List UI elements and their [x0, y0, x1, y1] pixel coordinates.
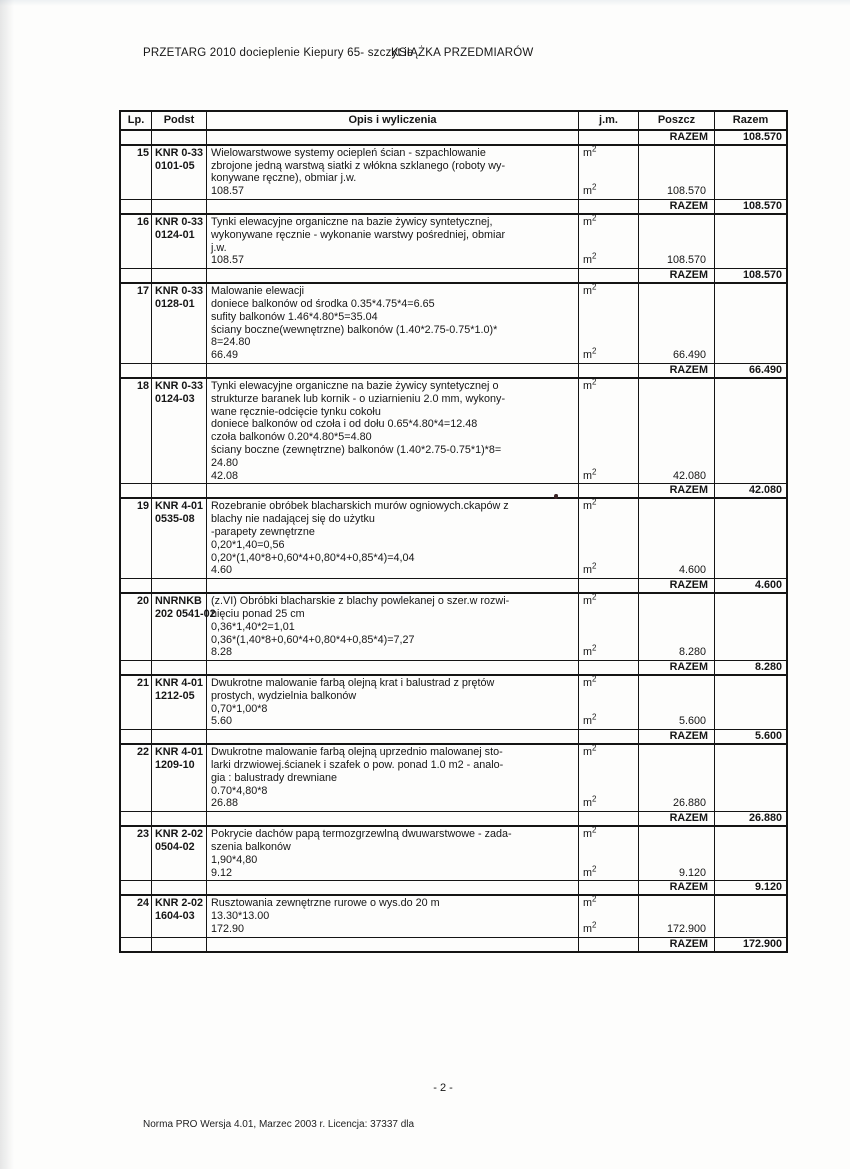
razem-value: 42.080: [714, 484, 786, 497]
cell-opis: [206, 812, 578, 825]
description-line: strukturze baranek lub kornik - o uziarnieniu 2.0 mm, wykony-: [211, 392, 506, 405]
unit-m2: $m^2$: [583, 794, 597, 810]
podst-line: 1212-05: [155, 689, 195, 702]
page-number: - 2 -: [433, 1082, 453, 1094]
item-razem-cell: [714, 827, 786, 880]
description-line: zbrojone jedną warstwą siatki z włókna szklanego (roboty wy-: [211, 159, 506, 172]
description-line: 0,70*1,00*8: [211, 702, 268, 715]
description-line: -parapety zewnętrzne: [211, 525, 315, 538]
cell-podst: [151, 938, 206, 951]
description-line: Pokrycie dachów papą termozgrzewlną dwuwarstwowe - zada-: [211, 828, 512, 841]
column-header-poszcz: Poszcz: [638, 112, 714, 129]
cell-podst: [151, 364, 206, 377]
calc-total-line: 8.28: [211, 646, 233, 659]
item-unit-cell: [578, 215, 638, 268]
razem-row: [121, 660, 786, 676]
cell-lp: [121, 812, 151, 825]
calc-total-line: 108.57: [211, 185, 245, 198]
podst-line: KNR 4-01: [155, 500, 204, 513]
podst-line: KNR 4-01: [155, 746, 204, 759]
item-lp: 21: [136, 677, 149, 690]
cell-opis: [206, 881, 578, 894]
cell-lp: [121, 131, 151, 144]
item-unit-cell: [578, 146, 638, 199]
unit-m2: $m^2$: [583, 466, 597, 482]
razem-label: RAZEM: [638, 730, 714, 743]
description-line: szenia balkonów: [211, 841, 291, 854]
razem-value: 8.280: [714, 661, 786, 674]
document-title: PRZETARG 2010 docieplenie Kiepury 65- szczyt ie: [143, 47, 414, 59]
item-podst: [151, 499, 206, 578]
razem-value: 9.120: [714, 881, 786, 894]
column-header-podst: Podst: [151, 112, 206, 129]
item-unit-cell: [578, 827, 638, 880]
cell-jm: [578, 812, 638, 825]
cell-opis: [206, 661, 578, 674]
cell-jm: [578, 200, 638, 213]
podst-line: KNR 4-01: [155, 677, 204, 690]
razem-row: [121, 729, 786, 745]
table-header-row: [121, 112, 786, 130]
item-unit-cell: [578, 499, 638, 578]
razem-row: [121, 199, 786, 215]
cell-podst: [151, 812, 206, 825]
description-line: 24.80: [211, 456, 239, 469]
description-line: doniece balkonów od czoła i od dołu 0.65*4.80*4=12.48: [211, 418, 478, 431]
item-description: [206, 146, 578, 199]
item-lp: 24: [136, 897, 149, 910]
razem-label: RAZEM: [638, 364, 714, 377]
item-poszcz-value: 108.570: [638, 146, 714, 199]
item-lp: 19: [136, 500, 149, 513]
razem-label: RAZEM: [638, 579, 714, 592]
razem-value: 5.600: [714, 730, 786, 743]
item-description: [206, 379, 578, 483]
description-line: Wielowarstwowe systemy ociepleń ścian - szpachlowanie: [211, 146, 486, 159]
cell-opis: [206, 579, 578, 592]
item-razem-cell: [714, 896, 786, 936]
razem-label: RAZEM: [638, 881, 714, 894]
unit-m2: $m^2$: [583, 920, 597, 936]
podst-line: 1604-03: [155, 910, 195, 923]
item-poszcz-value: 9.120: [638, 827, 714, 880]
document-section-title: KSIĄŻKA PRZEDMIARÓW: [391, 47, 534, 59]
item-razem-cell: [714, 594, 786, 660]
unit-m2: $m^2$: [583, 497, 597, 513]
item-row: [121, 827, 786, 880]
column-header-jm: j.m.: [578, 112, 638, 129]
unit-m2: $m^2$: [583, 864, 597, 879]
table-body: [121, 130, 786, 951]
description-line: Dwukrotne malowanie farbą olejną uprzednio malowanej sto-: [211, 746, 503, 759]
podst-line: KNR 0-33: [155, 379, 204, 392]
razem-row: [121, 268, 786, 284]
description-line: j.w.: [211, 241, 227, 254]
razem-value: 108.570: [714, 200, 786, 213]
description-line: 1,90*4,80: [211, 853, 258, 866]
calc-total-line: 26.88: [211, 797, 239, 810]
footer-software-note: Norma PRO Wersja 4.01, Marzec 2003 r. Licencja: 37337 dla: [143, 1119, 415, 1130]
item-podst: [151, 379, 206, 483]
item-razem-cell: [714, 146, 786, 199]
item-razem-cell: [714, 745, 786, 811]
unit-m2: $m^2$: [583, 743, 597, 759]
podst-line: 1209-10: [155, 759, 195, 772]
podst-line: 0124-03: [155, 392, 195, 405]
item-podst: [151, 284, 206, 363]
calc-total-line: 66.49: [211, 349, 239, 362]
podst-line: 0535-08: [155, 513, 195, 526]
razem-label: RAZEM: [638, 938, 714, 951]
item-razem-cell: [714, 379, 786, 483]
description-line: 0,20*(1,40*8+0,60*4+0,80*4+0,85*4)=4,04: [211, 551, 415, 564]
description-line: larki drzwiowej.ścianek i szafek o pow. ponad 1.0 m2 - analo-: [211, 759, 504, 772]
razem-row: [121, 578, 786, 594]
cell-lp: [121, 881, 151, 894]
calc-total-line: 172.90: [211, 923, 245, 936]
item-description: [206, 499, 578, 578]
description-line: Rusztowania zewnętrzne rurowe o wys.do 20 m: [211, 897, 440, 910]
cell-jm: [578, 131, 638, 144]
razem-label: RAZEM: [638, 812, 714, 825]
description-line: 8=24.80: [211, 336, 251, 349]
item-row: [121, 284, 786, 363]
item-razem-cell: [714, 215, 786, 268]
item-lp: 16: [136, 215, 149, 228]
podst-line: 0124-01: [155, 228, 195, 241]
description-line: doniece balkonów od środka 0.35*4.75*4=6.65: [211, 297, 435, 310]
item-razem-cell: [714, 499, 786, 578]
item-description: [206, 594, 578, 660]
cell-podst: [151, 661, 206, 674]
cell-lp: [121, 730, 151, 743]
item-lp: 18: [136, 379, 149, 392]
column-header-razem: Razem: [714, 112, 786, 129]
unit-m2: $m^2$: [583, 561, 597, 577]
cell-podst: [151, 881, 206, 894]
podst-line: KNR 2-02: [155, 897, 204, 910]
item-row: [121, 676, 786, 729]
item-description: [206, 896, 578, 936]
item-lp: 20: [136, 595, 149, 608]
item-description: [206, 745, 578, 811]
razem-value: 108.570: [714, 131, 786, 144]
item-lp: 15: [136, 146, 149, 159]
item-unit-cell: [578, 896, 638, 936]
unit-m2: $m^2$: [583, 282, 597, 298]
calc-total-line: 5.60: [211, 715, 233, 728]
unit-m2: $m^2$: [583, 213, 597, 228]
calc-total-line: 9.12: [211, 866, 233, 879]
item-unit-cell: [578, 676, 638, 729]
description-line: gia : balustrady drewniane: [211, 771, 338, 784]
item-description: [206, 215, 578, 268]
razem-row: [121, 937, 786, 951]
description-line: 0,36*(1,40*8+0,60*4+0,80*4+0,85*4)=7,27: [211, 633, 415, 646]
item-poszcz-value: 42.080: [638, 379, 714, 483]
description-line: blachy nie nadającej się do użytku: [211, 513, 375, 526]
cell-jm: [578, 364, 638, 377]
unit-m2: $m^2$: [583, 592, 597, 608]
razem-label: RAZEM: [638, 200, 714, 213]
description-line: nięciu ponad 25 cm: [211, 607, 305, 620]
unit-m2: $m^2$: [583, 825, 597, 841]
item-row: [121, 745, 786, 811]
item-description: [206, 827, 578, 880]
description-line: 0.70*4,80*8: [211, 784, 268, 797]
razem-value: 66.490: [714, 364, 786, 377]
item-podst: [151, 896, 206, 936]
description-line: prostych, wydzielnia balkonów: [211, 689, 357, 702]
razem-label: RAZEM: [638, 661, 714, 674]
podst-line: 0504-02: [155, 841, 195, 854]
unit-m2: $m^2$: [583, 643, 597, 659]
description-line: ściany boczne (zewnętrzne) balkonów (1.40*2.75-0.75*1)*8=: [211, 443, 502, 456]
cell-podst: [151, 131, 206, 144]
podst-line: 202 0541-02: [155, 607, 216, 620]
razem-label: RAZEM: [638, 269, 714, 282]
calc-total-line: 4.60: [211, 564, 233, 577]
podst-line: NNRNKB: [155, 595, 202, 608]
cell-opis: [206, 484, 578, 497]
cell-jm: [578, 579, 638, 592]
item-unit-cell: [578, 745, 638, 811]
cell-podst: [151, 484, 206, 497]
cell-lp: [121, 938, 151, 951]
item-unit-cell: [578, 284, 638, 363]
description-line: Tynki elewacyjne organiczne na bazie żywicy syntetycznej o: [211, 379, 499, 392]
razem-value: 4.600: [714, 579, 786, 592]
cell-lp: [121, 364, 151, 377]
description-line: Rozebranie obróbek blacharskich murów ogniowych.ckapów z: [211, 500, 509, 513]
description-line: Tynki elewacyjne organiczne na bazie żywicy syntetycznej,: [211, 215, 493, 228]
cell-opis: [206, 200, 578, 213]
item-lp: 17: [136, 285, 149, 298]
cell-jm: [578, 484, 638, 497]
item-poszcz-value: 66.490: [638, 284, 714, 363]
cell-jm: [578, 881, 638, 894]
item-row: [121, 146, 786, 199]
razem-row: [121, 130, 786, 146]
cell-podst: [151, 579, 206, 592]
item-podst: [151, 827, 206, 880]
przedmiar-table: [119, 110, 788, 953]
unit-m2: $m^2$: [583, 144, 597, 159]
podst-line: KNR 0-33: [155, 146, 204, 159]
cell-podst: [151, 730, 206, 743]
cell-jm: [578, 661, 638, 674]
description-line: ściany boczne(wewnętrzne) balkonów (1.40*2.75-0.75*1.0)*: [211, 323, 498, 336]
description-line: (z.VI) Obróbki blacharskie z blachy powlekanej o szer.w rozwi-: [211, 595, 510, 608]
cell-opis: [206, 730, 578, 743]
description-line: Malowanie elewacji: [211, 285, 305, 298]
unit-m2: $m^2$: [583, 251, 597, 267]
description-line: wane ręcznie-odcięcie tynku cokołu: [211, 405, 381, 418]
razem-value: 26.880: [714, 812, 786, 825]
podst-line: KNR 0-33: [155, 285, 204, 298]
column-header-lp: Lp.: [127, 114, 145, 126]
podst-line: 0101-05: [155, 159, 195, 172]
unit-m2: $m^2$: [583, 894, 597, 910]
razem-value: 172.900: [714, 938, 786, 951]
unit-m2: $m^2$: [583, 346, 597, 362]
description-line: konywane ręczne), obmiar j.w.: [211, 172, 357, 185]
description-line: czoła balkonów 0.20*4.80*5=4.80: [211, 431, 372, 444]
item-podst: [151, 215, 206, 268]
item-razem-cell: [714, 676, 786, 729]
item-poszcz-value: 5.600: [638, 676, 714, 729]
item-poszcz-value: 4.600: [638, 499, 714, 578]
item-poszcz-value: 172.900: [638, 896, 714, 936]
podst-line: 0128-01: [155, 297, 195, 310]
unit-m2: $m^2$: [583, 377, 597, 392]
razem-value: 108.570: [714, 269, 786, 282]
unit-m2: $m^2$: [583, 182, 597, 198]
cell-podst: [151, 200, 206, 213]
item-description: [206, 676, 578, 729]
description-line: 13.30*13.00: [211, 910, 270, 923]
razem-label: RAZEM: [638, 131, 714, 144]
razem-row: [121, 811, 786, 827]
cell-opis: [206, 131, 578, 144]
item-description: [206, 284, 578, 363]
item-row: [121, 215, 786, 268]
item-poszcz-value: 26.880: [638, 745, 714, 811]
cell-opis: [206, 364, 578, 377]
cell-lp: [121, 200, 151, 213]
razem-label: RAZEM: [638, 484, 714, 497]
item-poszcz-value: 108.570: [638, 215, 714, 268]
cell-lp: [121, 579, 151, 592]
calc-total-line: 42.08: [211, 469, 239, 482]
item-unit-cell: [578, 379, 638, 483]
cell-lp: [121, 661, 151, 674]
cell-jm: [578, 269, 638, 282]
unit-m2: $m^2$: [583, 712, 597, 728]
item-lp: 23: [136, 828, 149, 841]
item-row: [121, 896, 786, 936]
unit-m2: $m^2$: [583, 674, 597, 690]
description-line: 0,20*1,40=0,56: [211, 538, 285, 551]
item-podst: [151, 146, 206, 199]
description-line: sufity balkonów 1.46*4.80*5=35.04: [211, 310, 378, 323]
description-line: 0,36*1,40*2=1,01: [211, 620, 295, 633]
cell-opis: [206, 938, 578, 951]
cell-jm: [578, 730, 638, 743]
item-row: [121, 499, 786, 578]
item-unit-cell: [578, 594, 638, 660]
cell-lp: [121, 269, 151, 282]
column-header-opis: Opis i wyliczenia: [206, 112, 578, 129]
razem-row: [121, 880, 786, 896]
podst-line: KNR 0-33: [155, 215, 204, 228]
razem-row: [121, 483, 786, 499]
cell-lp: [121, 484, 151, 497]
item-podst: [151, 745, 206, 811]
cell-opis: [206, 269, 578, 282]
item-row: [121, 594, 786, 660]
podst-line: KNR 2-02: [155, 828, 204, 841]
item-podst: [151, 676, 206, 729]
description-line: wykonywane ręcznie - wykonanie warstwy pośredniej, obmiar: [211, 228, 506, 241]
calc-total-line: 108.57: [211, 254, 245, 267]
item-razem-cell: [714, 284, 786, 363]
item-lp: 22: [136, 746, 149, 759]
razem-row: [121, 363, 786, 379]
cell-podst: [151, 269, 206, 282]
item-podst: [151, 594, 216, 660]
item-row: [121, 379, 786, 483]
item-poszcz-value: 8.280: [638, 594, 714, 660]
description-line: Dwukrotne malowanie farbą olejną krat i balustrad z prętów: [211, 677, 495, 690]
cell-jm: [578, 938, 638, 951]
